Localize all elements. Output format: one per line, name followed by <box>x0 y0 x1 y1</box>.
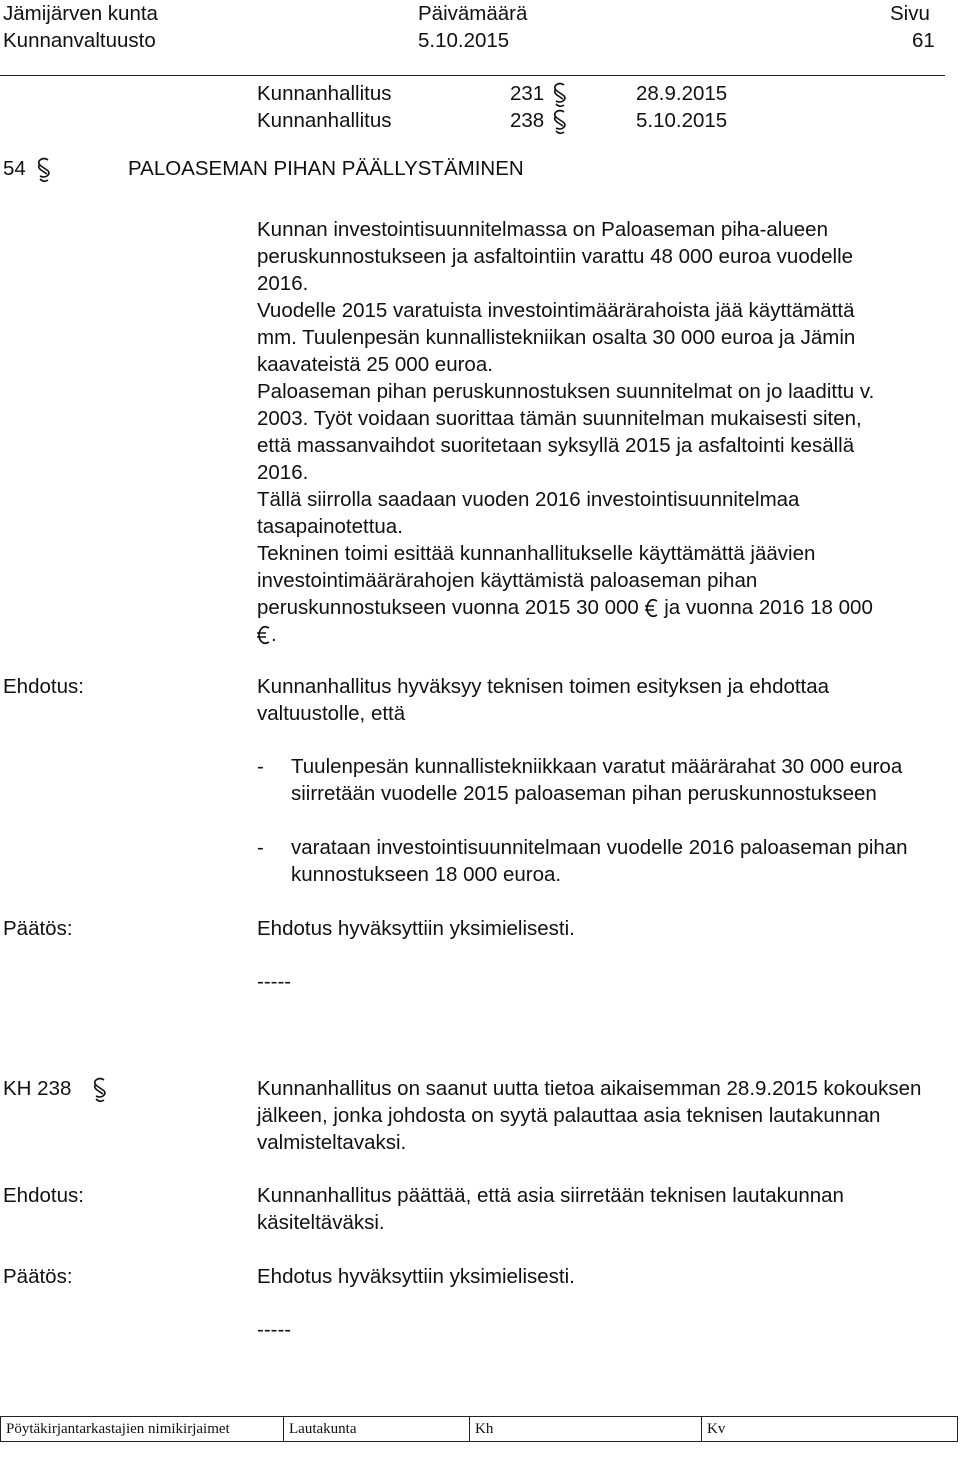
organization-name: Jämijärven kunta <box>3 2 158 25</box>
kh238-proposal-text: Kunnanhallitus päättää, että asia siirretään teknisen lautakunnan käsiteltäväksi. <box>257 1184 844 1234</box>
kh238-decision-label: Päätös: <box>3 1265 73 1288</box>
kh238-decision-text: Ehdotus hyväksyttiin yksimielisesti. <box>257 1265 575 1288</box>
meeting-date: 5.10.2015 <box>418 29 510 52</box>
body-line-part: . <box>271 623 277 646</box>
decision-text: Ehdotus hyväksyttiin yksimielisesti. <box>257 917 575 940</box>
meeting-body: Kunnanvaltuusto <box>3 29 156 52</box>
history-date: 5.10.2015 <box>636 109 728 132</box>
bullet-dash: - <box>257 755 264 778</box>
body-line: 2003. Työt voidaan suorittaa tämän suunnitelman mukaisesti siten, <box>257 407 862 430</box>
section-sign-icon <box>34 157 54 190</box>
history-number: 231 <box>510 82 545 105</box>
history-date: 28.9.2015 <box>636 82 728 105</box>
body-line: Tekninen toimi esittää kunnanhallitukselle käyttämättä jäävien <box>257 542 816 565</box>
separator: ----- <box>257 970 292 993</box>
body-line: tasapainotettua. <box>257 515 403 538</box>
body-line: että massanvaihdot suoritetaan syksyllä 2015 ja asfaltointi kesällä <box>257 434 855 457</box>
footer-signatures: Pöytäkirjantarkastajien nimikirjaimet <box>6 1421 230 1437</box>
proposal-text: Kunnanhallitus hyväksyy teknisen toimen esityksen ja ehdottaa valtuustolle, että <box>257 675 830 725</box>
header-rule <box>0 75 945 76</box>
section-sign-icon <box>90 1077 110 1110</box>
body-line: Kunnan investointisuunnitelmassa on Paloaseman piha-alueen <box>257 218 828 241</box>
body-line: 2016. <box>257 461 309 484</box>
kh238-label: KH 238 <box>3 1077 72 1100</box>
body-line: investointimäärärahojen käyttämistä paloaseman pihan <box>257 569 758 592</box>
euro-sign-icon <box>645 598 659 625</box>
separator: ----- <box>257 1318 292 1341</box>
section-title: PALOASEMAN PIHAN PÄÄLLYSTÄMINEN <box>128 157 524 180</box>
body-line <box>257 594 873 625</box>
page-label: Sivu <box>890 2 930 25</box>
bullet-text: varataan investointisuunnitelmaan vuodelle 2016 paloaseman pihan kunnostukseen 18 000 euroa. <box>291 836 908 886</box>
body-line: kaavateistä 25 000 euroa. <box>257 353 493 376</box>
body-line: 2016. <box>257 272 309 295</box>
body-line-part: peruskunnostukseen vuonna 2015 30 000 <box>257 596 639 619</box>
footer-board: Lautakunta <box>283 1417 469 1441</box>
body-line: Paloaseman pihan peruskunnostuksen suunnitelmat on jo laadittu v. <box>257 380 875 403</box>
body-line <box>257 621 277 652</box>
bullet-text: Tuulenpesän kunnallistekniikkaan varatut määrärahat 30 000 euroa siirretään vuodelle 2015 paloaseman pihan peruskunnostukseen <box>291 755 903 805</box>
history-board: Kunnanhallitus <box>257 82 392 105</box>
date-label: Päivämäärä <box>418 2 528 25</box>
kh238-text: Kunnanhallitus on saanut uutta tietoa aikaisemman 28.9.2015 kokouksen jälkeen, jonka johdosta on syytä palauttaa asia teknisen lautakunnan valmisteltavaksi. <box>257 1077 922 1154</box>
history-number: 238 <box>510 109 545 132</box>
section-number: 54 <box>3 157 26 180</box>
body-line: Vuodelle 2015 varatuista investointimäärärahoista jää käyttämättä <box>257 299 855 322</box>
history-board: Kunnanhallitus <box>257 109 392 132</box>
kh238-proposal-label: Ehdotus: <box>3 1184 84 1207</box>
body-line: Tällä siirrolla saadaan vuoden 2016 investointisuunnitelmaa <box>257 488 800 511</box>
bullet-dash: - <box>257 836 264 859</box>
footer-kv: Kv <box>701 1417 957 1441</box>
euro-sign-icon <box>257 625 271 652</box>
body-line-part: ja vuonna 2016 18 000 <box>664 596 873 619</box>
body-line: peruskunnostukseen ja asfaltointiin varattu 48 000 euroa vuodelle <box>257 245 854 268</box>
proposal-label: Ehdotus: <box>3 675 84 698</box>
signature-footer <box>0 1416 958 1442</box>
page-number: 61 <box>912 29 935 52</box>
section-sign-icon <box>550 109 570 142</box>
footer-kh: Kh <box>469 1417 701 1441</box>
body-line: mm. Tuulenpesän kunnallistekniikan osalta 30 000 euroa ja Jämin <box>257 326 856 349</box>
decision-label: Päätös: <box>3 917 73 940</box>
